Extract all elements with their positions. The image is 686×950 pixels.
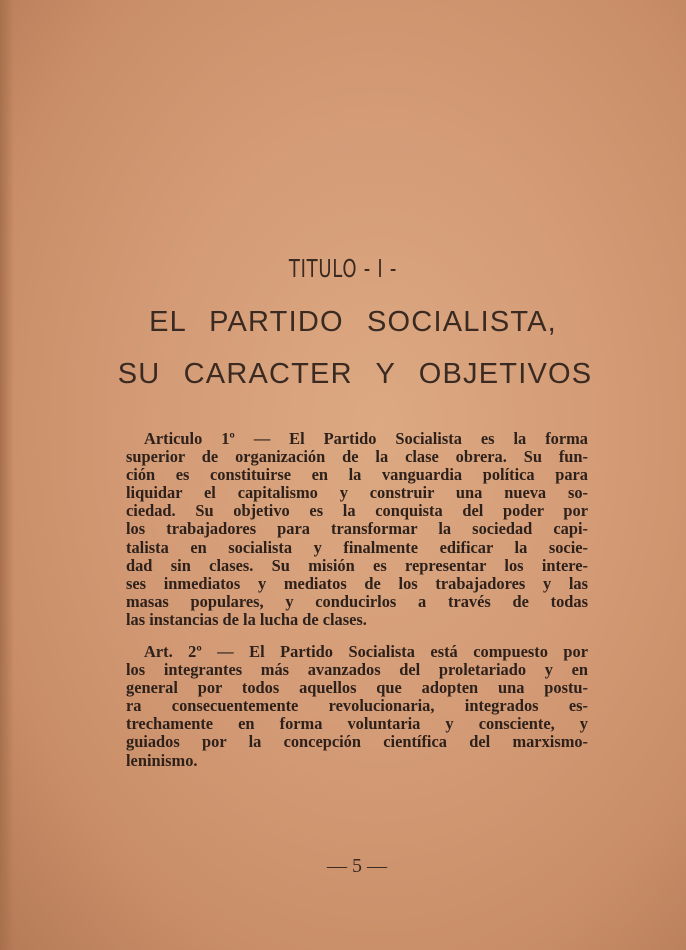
text-line: las instancias de la lucha de clases. xyxy=(126,609,367,629)
text-line: ciedad. Su objetivo es la conquista del poder por xyxy=(126,501,588,521)
text-line: trechamente en forma voluntaria y consciente, y xyxy=(126,714,588,734)
text-line: los integrantes más avanzados del proletariado y en xyxy=(126,660,588,680)
page-spine-shadow xyxy=(0,0,14,950)
text-line: talista en socialista y finalmente edificar la socie- xyxy=(126,537,588,557)
text-line: masas populares, y conducirlos a través de todas xyxy=(126,591,588,611)
text-line: Articulo 1º — El Partido Socialista es la forma xyxy=(144,429,588,448)
text-line: ses inmediatos y mediatos de los trabajadores y las xyxy=(126,573,588,593)
text-line: ción es constituirse en la vanguardia política para xyxy=(126,465,588,485)
text-line: guiados por la concepción científica del marxismo- xyxy=(126,732,588,752)
text-line: superior de organización de la clase obrera. Su fun- xyxy=(126,447,588,467)
text-line: ra consecuentemente revolucionaria, integrados es- xyxy=(126,696,588,716)
text-line: general por todos aquellos que adopten una postu- xyxy=(126,678,588,698)
chapter-heading-line-2: SU CARACTER Y OBJETIVOS xyxy=(117,358,593,390)
article-1-paragraph xyxy=(126,430,588,629)
text-line: Art. 2º — El Partido Socialista está compuesto por xyxy=(144,642,588,661)
article-2-paragraph xyxy=(126,643,588,770)
text-line: los trabajadores para transformar la sociedad capi- xyxy=(126,519,588,539)
page-number: — 5 — xyxy=(327,855,387,877)
text-line: dad sin clases. Su misión es representar los intere- xyxy=(126,555,588,575)
text-line: leninismo. xyxy=(126,750,198,770)
chapter-heading-line-1: EL PARTIDO SOCIALISTA, xyxy=(149,306,557,338)
text-line: liquidar el capitalismo y construir una nueva so- xyxy=(126,483,588,503)
section-title: TITULO - I - xyxy=(288,254,398,283)
